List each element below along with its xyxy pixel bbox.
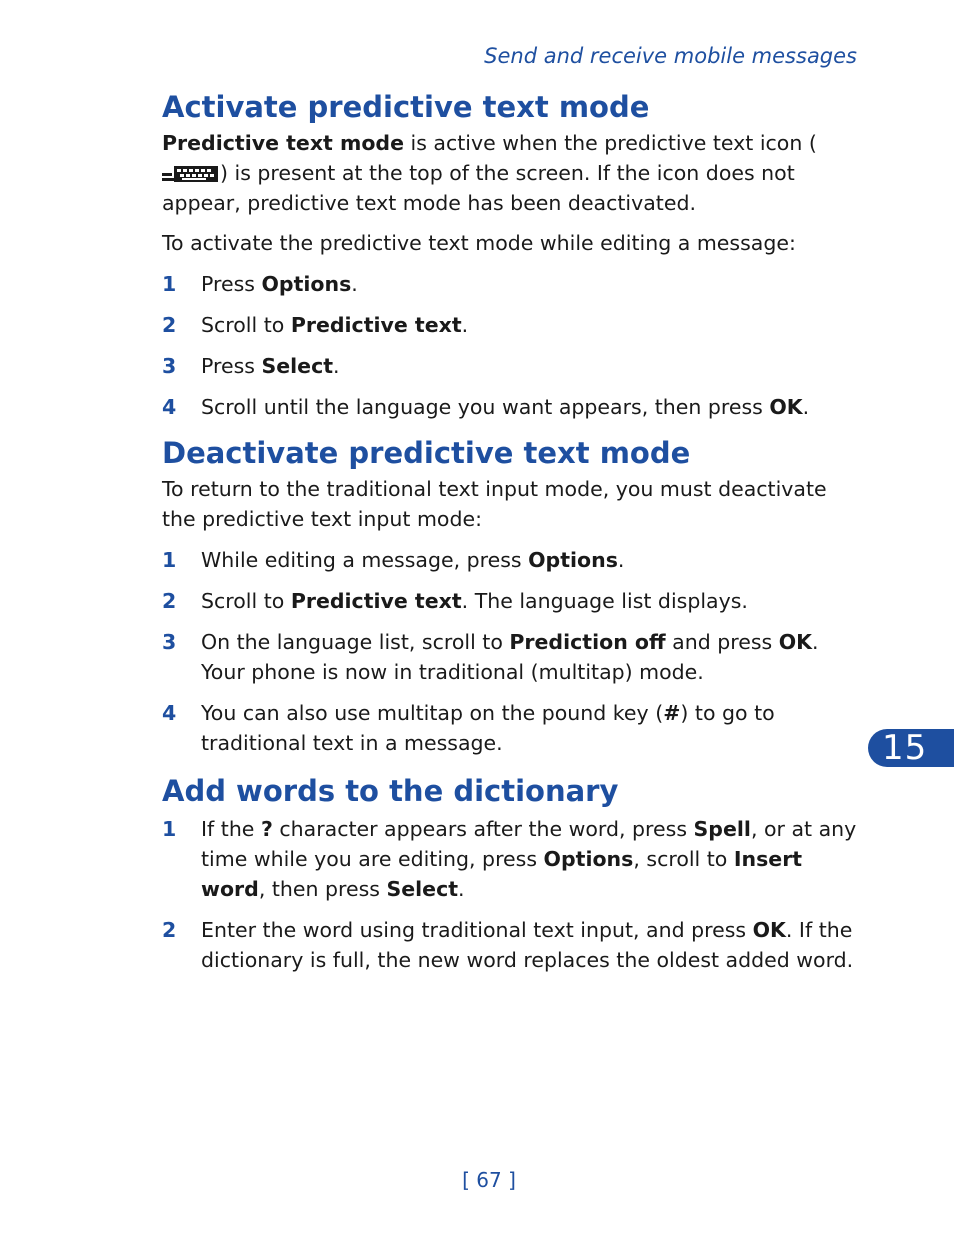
step-number: 2	[162, 313, 177, 337]
section-heading-deactivate: Deactivate predictive text mode	[162, 436, 691, 470]
section2-intro: To return to the traditional text input mode, you must deactivate the predictive text input mode:	[162, 477, 827, 531]
step-number: 1	[162, 817, 177, 841]
step-text: While editing a message, press	[201, 548, 529, 572]
list-item	[162, 392, 862, 422]
step-key: Predictive text	[290, 589, 462, 613]
step-text: . If the dictionary is full, the new word replaces the oldest added word.	[201, 918, 854, 972]
step-number: 2	[162, 589, 177, 613]
section-heading-dictionary: Add words to the dictionary	[162, 774, 619, 808]
step-text: character appears after the word, press	[272, 817, 694, 841]
list-item	[162, 814, 862, 904]
page-number: [ 67 ]	[462, 1168, 516, 1192]
intro-term: Predictive text mode	[162, 131, 405, 155]
step-text: Scroll until the language you want appears, then press	[201, 395, 770, 419]
step-text: If the	[201, 817, 261, 841]
step-key: Options	[261, 272, 352, 296]
step-text: .	[333, 354, 340, 378]
step-key: Spell	[693, 817, 751, 841]
list-item	[162, 586, 862, 616]
step-text: and press	[665, 630, 779, 654]
step-text: .	[461, 313, 469, 337]
list-item	[162, 269, 862, 299]
section3-steps	[162, 814, 862, 975]
step-number: 4	[162, 701, 177, 725]
step-number: 4	[162, 395, 177, 419]
section1-intro	[162, 128, 862, 218]
step-key: Select	[261, 354, 334, 378]
list-item	[162, 310, 862, 340]
step-key: Prediction off	[509, 630, 666, 654]
step-key: ?	[260, 817, 273, 841]
step-text: Press	[201, 354, 262, 378]
step-number: 3	[162, 630, 177, 654]
step-number: 3	[162, 354, 177, 378]
step-text: Enter the word using traditional text input, and press	[201, 918, 753, 942]
step-key: OK	[778, 630, 813, 654]
chapter-tab: 15	[868, 729, 954, 767]
step-key: Options	[543, 847, 634, 871]
step-key: Predictive text	[290, 313, 462, 337]
page-content	[162, 88, 862, 975]
keyboard-icon	[162, 165, 220, 183]
list-item	[162, 627, 862, 687]
step-number: 2	[162, 918, 177, 942]
step-text: .	[351, 272, 358, 296]
step-key: OK	[769, 395, 803, 419]
section1-steps	[162, 269, 862, 422]
step-key: Insert word	[201, 847, 803, 901]
step-number: 1	[162, 548, 177, 572]
list-item	[162, 698, 862, 758]
step-text: .	[617, 548, 625, 572]
list-item	[162, 351, 862, 381]
step-key: #	[663, 701, 681, 725]
step-text: ) to go to traditional text in a message.	[201, 701, 775, 755]
intro-text-2: ) is present at the top of the screen. If the icon does not appear, predictive text mode has been deactivated.	[162, 161, 795, 215]
step-key: Options	[528, 548, 618, 572]
step-text: On the language list, scroll to	[201, 630, 510, 654]
section2-steps	[162, 545, 862, 758]
step-key: Select	[386, 877, 459, 901]
step-text: . The language list displays.	[461, 589, 748, 613]
section-heading-activate: Activate predictive text mode	[162, 90, 650, 124]
step-text: Scroll to	[201, 589, 291, 613]
step-text: , then press	[258, 877, 387, 901]
step-text: Press	[201, 272, 262, 296]
step-text: You can also use multitap on the pound key (	[201, 701, 664, 725]
list-item	[162, 915, 862, 975]
running-header: Send and receive mobile messages	[484, 44, 857, 68]
list-item	[162, 545, 862, 575]
step-text: .	[458, 877, 465, 901]
intro-text-1: is active when the predictive text icon (	[404, 131, 817, 155]
section1-lead: To activate the predictive text mode while editing a message:	[162, 231, 796, 255]
step-text: , scroll to	[633, 847, 734, 871]
step-number: 1	[162, 272, 177, 296]
step-text: . Your phone is now in traditional (multitap) mode.	[201, 630, 819, 684]
step-text: .	[802, 395, 810, 419]
step-text: Scroll to	[201, 313, 291, 337]
step-key: OK	[752, 918, 786, 942]
step-text: , or at any time while you are editing, press	[201, 817, 857, 871]
